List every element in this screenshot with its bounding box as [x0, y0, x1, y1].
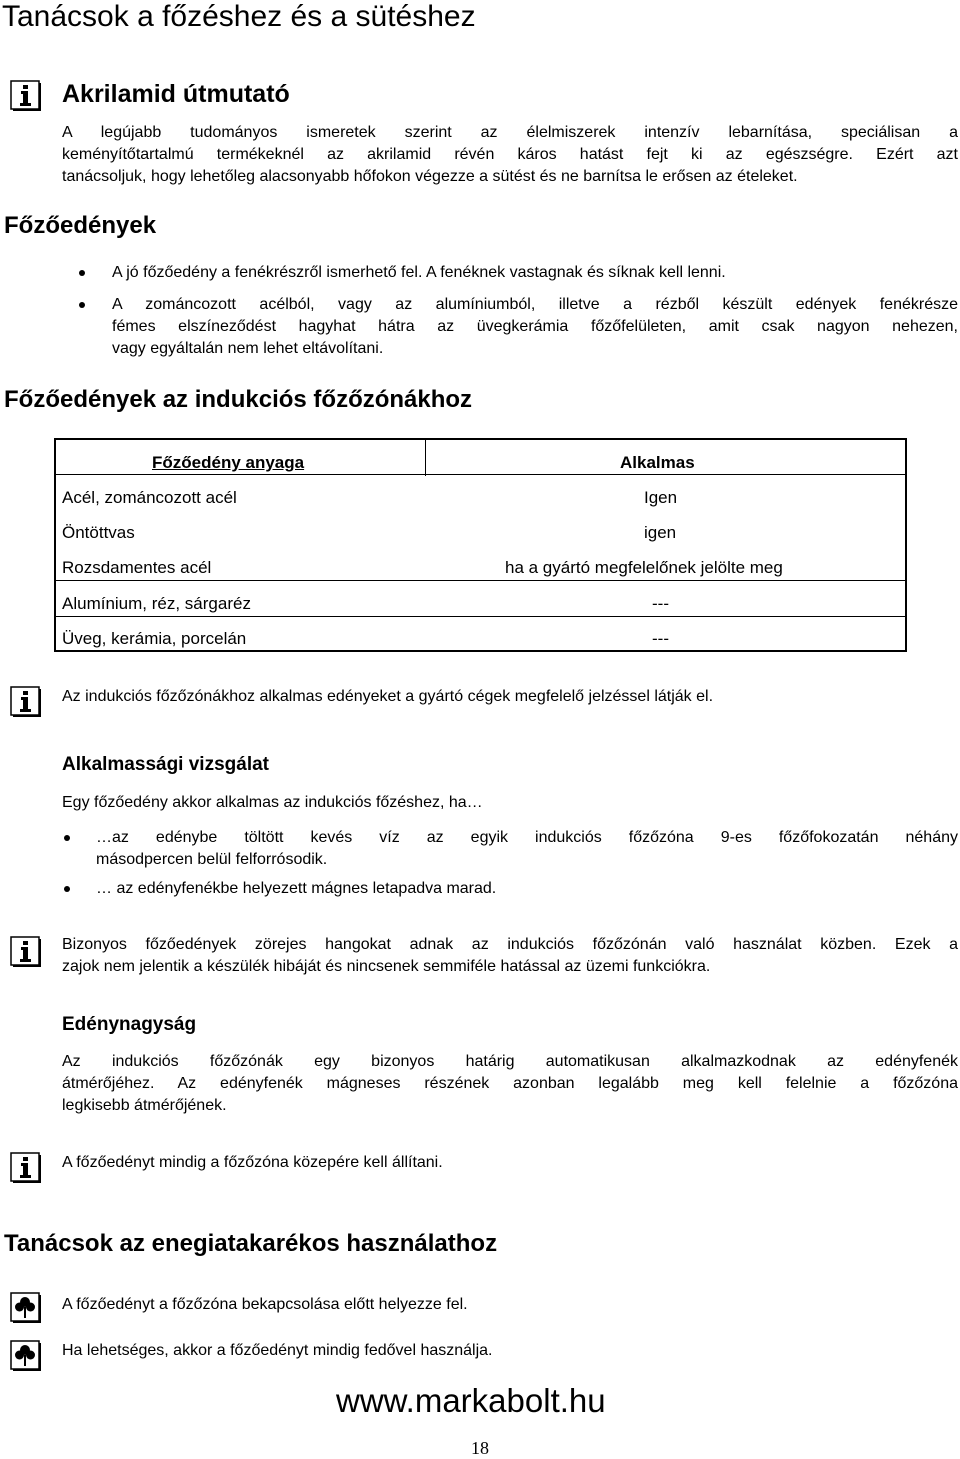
size-line-1: Az indukciós főzőzónák egy bizonyos határig automatikusan alkalmazkodnak az edényfenék — [62, 1053, 958, 1070]
table-cell-suitable: Igen — [644, 488, 678, 507]
bullet — [64, 835, 70, 841]
table-cell-suitable: --- — [652, 629, 669, 648]
suitability-info-note — [62, 934, 958, 978]
induction-heading: Főzőedények az indukciós főzőzónákhoz — [4, 386, 473, 413]
suitability-bullet-1-line-1: …az edénybe töltött kevés víz az egyik indukciós főzőzóna 9-es főzőfokozatán néhány — [96, 829, 958, 846]
suitability-bullet-1-line-2: másodpercen belül felforrósodik. — [96, 851, 328, 868]
footer-url: www.markabolt.hu — [336, 1382, 606, 1419]
table-cell-material: Alumínium, réz, sárgaréz — [62, 594, 251, 613]
size-info-note: A főzőedényt mindig a főzőzóna közepére kell állítani. — [62, 1154, 443, 1171]
acrylamide-heading: Akrilamid útmutató — [62, 80, 290, 108]
cookware-table — [54, 438, 907, 652]
cookware-bullet-2 — [112, 294, 958, 360]
acrylamide-line-1: A legújabb tudományos ismeretek szerint az élelmiszerek intenzív lebarnítása, speciálisan a — [62, 124, 958, 141]
info-icon — [10, 686, 42, 716]
info-icon — [10, 1152, 42, 1182]
table-col-divider — [425, 440, 426, 476]
table-cell-suitable: --- — [652, 594, 669, 613]
table-header-suitable: Alkalmas — [620, 453, 695, 472]
bullet — [79, 270, 85, 276]
suitability-heading: Alkalmassági vizsgálat — [62, 754, 269, 775]
size-text — [62, 1051, 958, 1117]
info-icon — [10, 936, 42, 966]
size-line-2: átmérőjéhez. Az edényfenék mágneses részének azonban legalább meg kell felelnie a főzőzóna — [62, 1075, 958, 1092]
size-heading: Edénynagyság — [62, 1014, 197, 1035]
acrylamide-line-3: tanácsoljuk, hogy lehetőleg alacsonyabb hőfokon végezze a sütést és ne barnítsa le erősen az ételeket. — [62, 168, 798, 185]
page-title: Tanácsok a főzéshez és a sütéshez — [2, 0, 476, 33]
acrylamide-text — [62, 122, 958, 188]
energy-heading: Tanácsok az enegiatakarékos használathoz — [4, 1230, 498, 1257]
table-cell-material: Acél, zománcozott acél — [62, 488, 237, 507]
suitability-info-line-2: zajok nem jelentik a készülék hibáját és nincsenek semmiféle hatással az üzemi funkciókra. — [62, 958, 711, 975]
table-cell-material: Öntöttvas — [62, 523, 135, 542]
size-line-3: legkisebb átmérőjének. — [62, 1097, 227, 1114]
page-number: 18 — [471, 1438, 489, 1458]
energy-tip-2: Ha lehetséges, akkor a főzőedényt mindig fedővel használja. — [62, 1342, 493, 1359]
table-cell-suitable: ha a gyártó megfelelőnek jelölte meg — [505, 558, 783, 577]
cookware-heading: Főzőedények — [4, 212, 157, 239]
suitability-bullet-2: … az edényfenékbe helyezett mágnes letapadva marad. — [96, 880, 497, 897]
cookware-bullet-2-line-2: fémes elszíneződést hagyhat hátra az üvegkerámia főzőfelületen, amit csak nagyon nehezen, — [112, 318, 958, 335]
clover-icon — [10, 1340, 42, 1372]
bullet — [79, 302, 85, 308]
clover-icon — [10, 1292, 42, 1324]
table-cell-suitable: igen — [644, 523, 677, 542]
table-cell-material: Rozsdamentes acél — [62, 558, 212, 577]
induction-info-note: Az indukciós főzőzónákhoz alkalmas edényeket a gyártó cégek megfelelő jelzéssel látják el. — [62, 688, 714, 705]
suitability-intro: Egy főzőedény akkor alkalmas az indukciós főzéshez, ha… — [62, 794, 483, 811]
table-row-divider — [56, 616, 905, 617]
suitability-bullet-1 — [96, 827, 958, 871]
suitability-info-line-1: Bizonyos főzőedények zörejes hangokat adnak az indukciós főzőzónán való használat közben. Ezek a — [62, 936, 958, 953]
table-header-divider — [56, 474, 905, 475]
energy-tip-1: A főzőedényt a főzőzóna bekapcsolása előtt helyezze fel. — [62, 1296, 468, 1313]
cookware-bullet-1: A jó főzőedény a fenékrészről ismerhető fel. A fenéknek vastagnak és síknak kell lenni. — [112, 264, 726, 281]
cookware-bullet-2-line-3: vagy egyáltalán nem lehet eltávolítani. — [112, 340, 384, 357]
table-row-divider — [56, 580, 905, 581]
acrylamide-line-2: keményítőtartalmú termékeknél az akrilamid révén káros hatást fejt ki az egészségre. Ezért azt — [62, 146, 958, 163]
bullet — [64, 886, 70, 892]
info-icon — [10, 80, 42, 110]
table-cell-material: Üveg, kerámia, porcelán — [62, 629, 247, 648]
cookware-bullet-2-line-1: A zománcozott acélból, vagy az alumíniumból, illetve a rézből készült edények fenékrésze — [112, 296, 958, 313]
table-header-material: Főzőedény anyaga — [152, 453, 305, 472]
